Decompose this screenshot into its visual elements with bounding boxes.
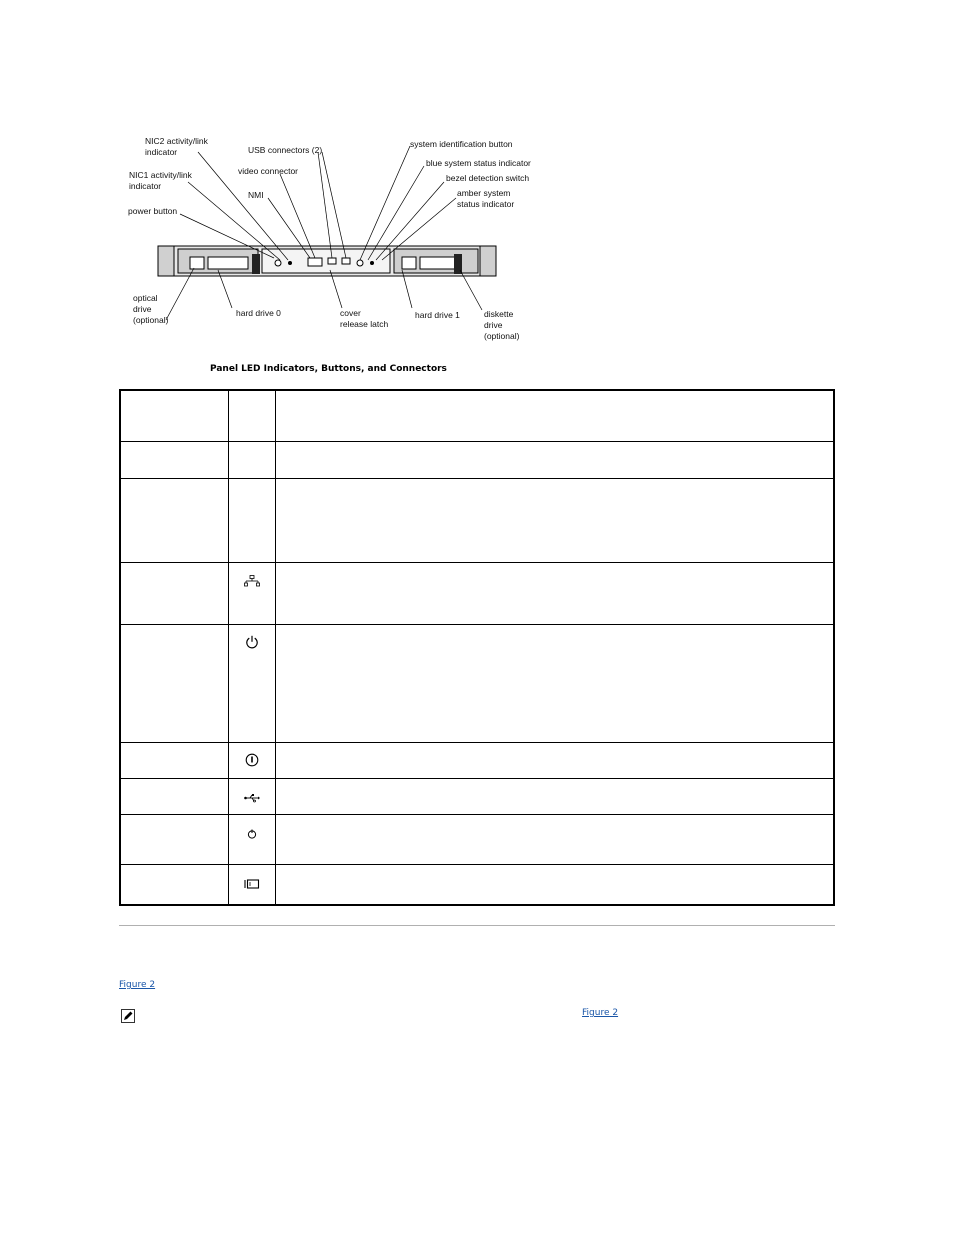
table-cell xyxy=(120,742,229,778)
info-icon xyxy=(245,752,259,771)
label-video-connector: video connector xyxy=(238,166,299,176)
table-cell xyxy=(276,441,835,478)
label-usb-connectors: USB connectors (2) xyxy=(248,145,323,155)
table-row xyxy=(120,778,834,814)
table-cell xyxy=(120,624,229,742)
table-cell xyxy=(229,742,276,778)
table-row xyxy=(120,624,834,742)
section-divider xyxy=(119,925,835,926)
table-cell xyxy=(276,478,835,562)
table-cell xyxy=(120,390,229,441)
table-cell xyxy=(229,478,276,562)
label-hard-drive-1: hard drive 1 xyxy=(415,310,460,320)
label-nic2: NIC2 activity/link indicator xyxy=(145,136,208,157)
table-cell xyxy=(276,390,835,441)
table-row xyxy=(120,814,834,864)
label-optical-drive: optical drive (optional) xyxy=(133,293,169,325)
table-row xyxy=(120,742,834,778)
label-cover-latch: cover release latch xyxy=(340,308,389,329)
table-cell xyxy=(229,814,276,864)
label-amber-status: amber system status indicator xyxy=(457,188,515,209)
table-row xyxy=(120,562,834,624)
label-diskette-drive: diskette drive (optional) xyxy=(484,309,520,341)
table-cell xyxy=(229,624,276,742)
table-cell xyxy=(229,778,276,814)
table-cell xyxy=(229,390,276,441)
figure-caption: Panel LED Indicators, Buttons, and Connectors xyxy=(210,364,447,374)
table-cell xyxy=(120,778,229,814)
network-icon xyxy=(244,572,260,591)
table-cell xyxy=(276,864,835,905)
nmi-icon xyxy=(247,824,257,843)
table-cell xyxy=(229,864,276,905)
table-cell xyxy=(120,441,229,478)
usb-icon xyxy=(244,788,260,807)
note-pencil-icon xyxy=(121,1008,135,1027)
power-icon xyxy=(245,634,259,653)
table-cell xyxy=(276,562,835,624)
table-cell xyxy=(120,478,229,562)
label-hard-drive-0: hard drive 0 xyxy=(236,308,281,318)
table-cell xyxy=(229,562,276,624)
label-blue-status: blue system status indicator xyxy=(426,158,531,168)
table-cell xyxy=(120,562,229,624)
table-cell xyxy=(276,814,835,864)
table-cell xyxy=(276,742,835,778)
figure-2-link[interactable]: Figure 2 xyxy=(119,980,156,990)
indicators-table xyxy=(119,389,835,906)
label-nic1: NIC1 activity/link indicator xyxy=(129,170,192,191)
table-row xyxy=(120,864,834,905)
table-row xyxy=(120,478,834,562)
video-icon xyxy=(244,874,260,893)
figure-2-link-note[interactable]: Figure 2 xyxy=(582,1008,619,1018)
label-power-button: power button xyxy=(128,206,178,216)
label-bezel-switch: bezel detection switch xyxy=(446,173,530,183)
table-row xyxy=(120,390,834,441)
table-cell xyxy=(276,624,835,742)
label-system-id-button: system identification button xyxy=(410,139,513,149)
table-row xyxy=(120,441,834,478)
front-panel-figure xyxy=(120,130,540,350)
table-cell xyxy=(120,814,229,864)
table-cell xyxy=(120,864,229,905)
table-cell xyxy=(229,441,276,478)
label-nmi: NMI xyxy=(248,190,264,200)
table-cell xyxy=(276,778,835,814)
